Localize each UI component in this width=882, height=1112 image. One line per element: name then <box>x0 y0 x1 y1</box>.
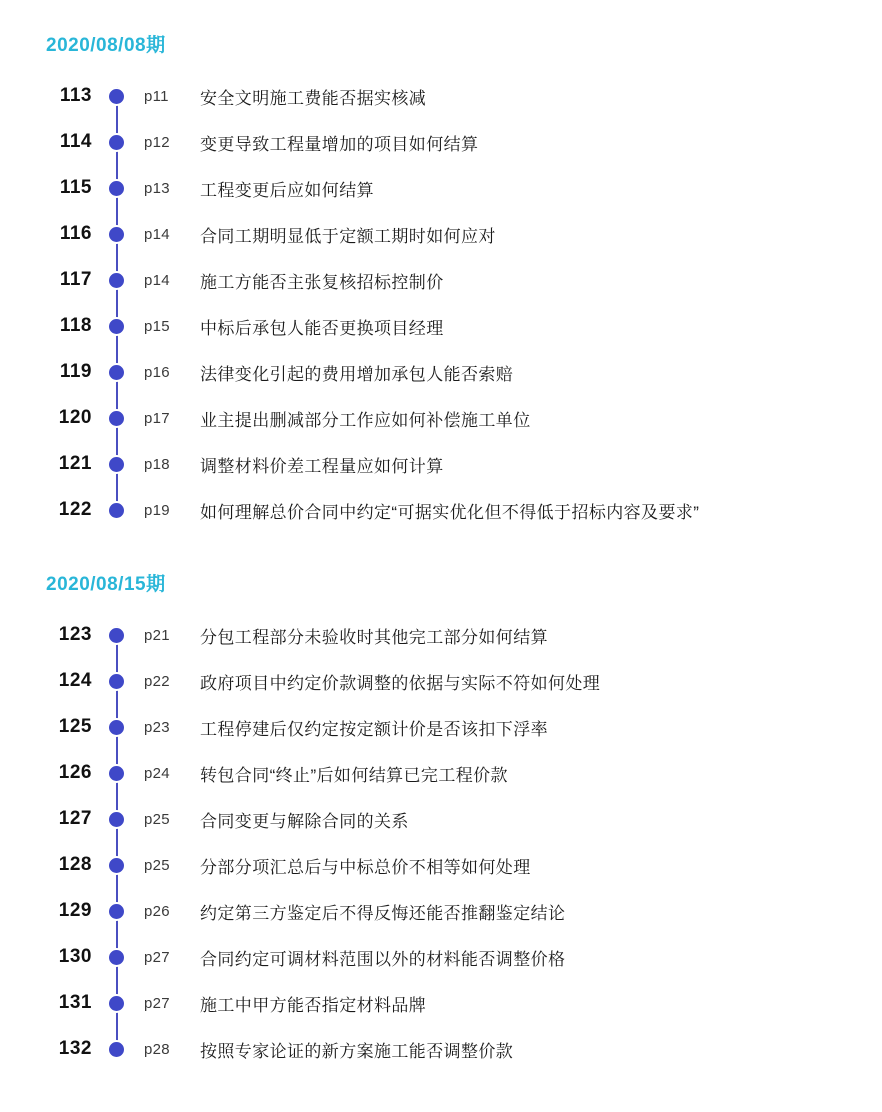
item-number: 118 <box>59 315 92 336</box>
bullet-dot-icon <box>109 135 124 150</box>
item-page-ref: p11 <box>144 87 169 105</box>
list-item <box>0 487 882 533</box>
item-number: 123 <box>58 624 92 645</box>
timeline-dot-cell <box>92 996 140 1011</box>
item-title: 合同约定可调材料范围以外的材料能否调整价格 <box>200 949 566 969</box>
item-number: 121 <box>58 453 92 474</box>
item-page-ref: p19 <box>144 501 170 519</box>
bullet-dot-icon <box>109 411 124 426</box>
item-title: 合同工期明显低于定额工期时如何应对 <box>200 226 496 246</box>
list-item <box>0 750 882 796</box>
bullet-dot-icon <box>109 858 124 873</box>
bullet-dot-icon <box>109 181 124 196</box>
list-item <box>0 796 882 842</box>
item-page-ref: p25 <box>144 810 170 828</box>
list-item <box>0 303 882 349</box>
item-number: 114 <box>59 131 92 152</box>
bullet-dot-icon <box>109 766 124 781</box>
section-header: 2020/08/08期 <box>46 35 166 56</box>
item-number: 122 <box>58 499 92 520</box>
item-number: 116 <box>59 223 92 244</box>
list-item <box>0 612 882 658</box>
item-page-ref: p27 <box>144 994 170 1012</box>
item-page-ref: p13 <box>144 179 170 197</box>
list-item <box>0 257 882 303</box>
list-item <box>0 441 882 487</box>
bullet-dot-icon <box>109 457 124 472</box>
item-page-ref: p16 <box>144 363 170 381</box>
item-title: 政府项目中约定价款调整的依据与实际不符如何处理 <box>200 673 601 693</box>
list-item <box>0 349 882 395</box>
bullet-dot-icon <box>109 503 124 518</box>
item-page-ref: p21 <box>144 626 170 644</box>
item-number: 117 <box>59 269 92 290</box>
timeline-dot-cell <box>92 1042 140 1057</box>
timeline-dot-cell <box>92 503 140 518</box>
item-page-ref: p26 <box>144 902 170 920</box>
item-title: 调整材料价差工程量应如何计算 <box>200 456 444 476</box>
item-number: 129 <box>58 900 92 921</box>
bullet-dot-icon <box>109 950 124 965</box>
timeline-dot-cell <box>92 950 140 965</box>
timeline-dot-cell <box>92 319 140 334</box>
item-title: 施工中甲方能否指定材料品牌 <box>200 995 427 1015</box>
item-title: 按照专家论证的新方案施工能否调整价款 <box>200 1041 514 1061</box>
list-item <box>0 165 882 211</box>
item-title: 中标后承包人能否更换项目经理 <box>200 318 444 338</box>
list-item <box>0 73 882 119</box>
list-item <box>0 704 882 750</box>
bullet-dot-icon <box>109 89 124 104</box>
item-number: 127 <box>58 808 92 829</box>
bullet-dot-icon <box>109 904 124 919</box>
timeline-list <box>0 612 882 1072</box>
item-number: 132 <box>58 1038 92 1059</box>
bullet-dot-icon <box>109 996 124 1011</box>
timeline-dot-cell <box>92 273 140 288</box>
timeline-dot-cell <box>92 365 140 380</box>
list-item <box>0 842 882 888</box>
item-page-ref: p17 <box>144 409 170 427</box>
item-page-ref: p23 <box>144 718 170 736</box>
item-title: 转包合同“终止”后如何结算已完工程价款 <box>200 765 508 785</box>
item-page-ref: p22 <box>144 672 170 690</box>
bullet-dot-icon <box>109 365 124 380</box>
section-2020-08-15 <box>0 533 882 1072</box>
list-item <box>0 211 882 257</box>
timeline-dot-cell <box>92 812 140 827</box>
timeline-dot-cell <box>92 181 140 196</box>
item-number: 120 <box>58 407 92 428</box>
item-title: 工程变更后应如何结算 <box>200 180 374 200</box>
item-page-ref: p27 <box>144 948 170 966</box>
item-title: 法律变化引起的费用增加承包人能否索赔 <box>200 364 514 384</box>
timeline-dot-cell <box>92 457 140 472</box>
timeline-dot-cell <box>92 766 140 781</box>
item-number: 119 <box>59 361 92 382</box>
item-title: 分部分项汇总后与中标总价不相等如何处理 <box>200 857 531 877</box>
item-number: 130 <box>58 946 92 967</box>
list-item <box>0 888 882 934</box>
item-page-ref: p12 <box>144 133 170 151</box>
list-item <box>0 658 882 704</box>
item-title: 业主提出删减部分工作应如何补偿施工单位 <box>200 410 531 430</box>
bullet-dot-icon <box>109 227 124 242</box>
item-page-ref: p28 <box>144 1040 170 1058</box>
item-title: 变更导致工程量增加的项目如何结算 <box>200 134 479 154</box>
item-page-ref: p24 <box>144 764 170 782</box>
bottom-spacer <box>0 1072 882 1112</box>
list-item <box>0 1026 882 1072</box>
list-item <box>0 980 882 1026</box>
item-page-ref: p14 <box>144 271 170 289</box>
item-title: 施工方能否主张复核招标控制价 <box>200 272 444 292</box>
item-title: 约定第三方鉴定后不得反悔还能否推翻鉴定结论 <box>200 903 566 923</box>
timeline-dot-cell <box>92 89 140 104</box>
bullet-dot-icon <box>109 628 124 643</box>
timeline-dot-cell <box>92 411 140 426</box>
item-number: 128 <box>58 854 92 875</box>
item-page-ref: p18 <box>144 455 170 473</box>
item-title: 如何理解总价合同中约定“可据实优化但不得低于招标内容及要求” <box>200 502 700 522</box>
list-item <box>0 395 882 441</box>
bullet-dot-icon <box>109 674 124 689</box>
item-title: 合同变更与解除合同的关系 <box>200 811 409 831</box>
item-number: 125 <box>58 716 92 737</box>
bullet-dot-icon <box>109 812 124 827</box>
section-2020-08-08 <box>0 0 882 533</box>
item-number: 131 <box>58 992 92 1013</box>
bullet-dot-icon <box>109 1042 124 1057</box>
timeline-dot-cell <box>92 135 140 150</box>
item-page-ref: p14 <box>144 225 170 243</box>
timeline-list <box>0 73 882 533</box>
item-number: 115 <box>59 177 92 198</box>
item-page-ref: p15 <box>144 317 170 335</box>
bullet-dot-icon <box>109 720 124 735</box>
timeline-dot-cell <box>92 720 140 735</box>
item-title: 工程停建后仅约定按定额计价是否该扣下浮率 <box>200 719 548 739</box>
bullet-dot-icon <box>109 319 124 334</box>
section-header: 2020/08/15期 <box>46 574 166 595</box>
item-title: 安全文明施工费能否据实核减 <box>200 88 427 108</box>
timeline-dot-cell <box>92 227 140 242</box>
item-page-ref: p25 <box>144 856 170 874</box>
timeline-dot-cell <box>92 858 140 873</box>
list-item <box>0 119 882 165</box>
timeline-dot-cell <box>92 674 140 689</box>
item-title: 分包工程部分未验收时其他完工部分如何结算 <box>200 627 548 647</box>
item-number: 126 <box>58 762 92 783</box>
timeline-dot-cell <box>92 628 140 643</box>
timeline-dot-cell <box>92 904 140 919</box>
list-item <box>0 934 882 980</box>
bullet-dot-icon <box>109 273 124 288</box>
item-number: 113 <box>59 85 92 106</box>
item-number: 124 <box>58 670 92 691</box>
